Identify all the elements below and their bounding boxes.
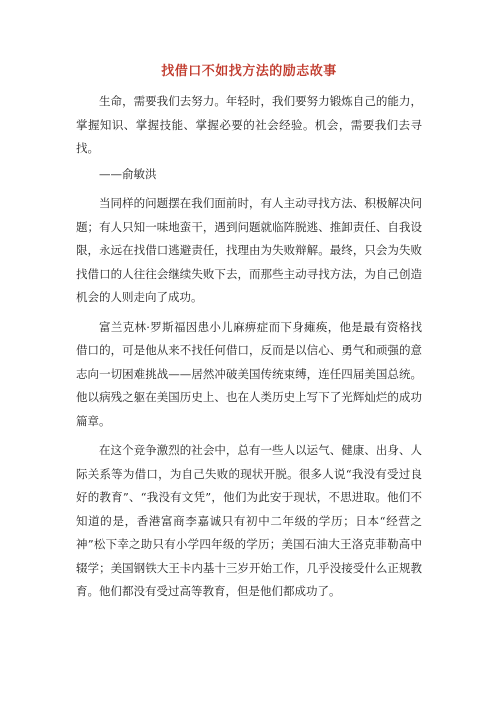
paragraph-excuses-vs-methods: 当同样的问题摆在我们面前时，有人主动寻找方法、积极解决问题；有人只知一味地蛮干，遇到问题就临阵脱逃、推卸责任、自我设限，永远在找借口逃避责任，找理由为失败辩解。最终，只会为失败找借口的人往往会继续失败下去，而那些主动寻找方法，为自己创造机会的人则走向了成功。 — [76, 196, 422, 304]
document-body — [76, 62, 422, 610]
document-title: 找借口不如找方法的励志故事 — [161, 64, 337, 79]
paragraph-success-examples: 在这个竞争激烈的社会中，总有一些人以运气、健康、出身、人际关系等为借口，为自己失败的现状开脱。很多人说“我没有受过良好的教育”、“我没有文凭”，他们为此安于现状，不思进取。他们不知道的是，香港富商李嘉诚只有初中二年级的学历；日本“经营之神”松下幸之助只有小学四年级的学历；美国石油大王洛克菲勒高中辍学；美国钢铁大王卡内基十三岁开始工作，几乎没接受什么正规教育。他们都没有受过高等教育，但是他们都成功了。 — [76, 443, 422, 598]
paragraph-intro-quote: 生命，需要我们去努力。年轻时，我们要努力锻炼自己的能力，掌握知识、掌握技能、掌握必要的社会经验。机会，需要我们去寻找。 — [76, 94, 422, 155]
paragraph-roosevelt-story: 富兰克林·罗斯福因患小儿麻痹症而下身瘫痪，他是最有资格找借口的，可是他从来不找任何借口，反而是以信心、勇气和顽强的意志向一切困难挑战——居然冲破美国传统束缚，连任四届美国总统。他以病残之躯在美国历史上、也在人类历史上写下了光辉灿烂的成功篇章。 — [76, 319, 422, 428]
paragraph-quote-attribution: ——俞敏洪 — [99, 166, 157, 181]
